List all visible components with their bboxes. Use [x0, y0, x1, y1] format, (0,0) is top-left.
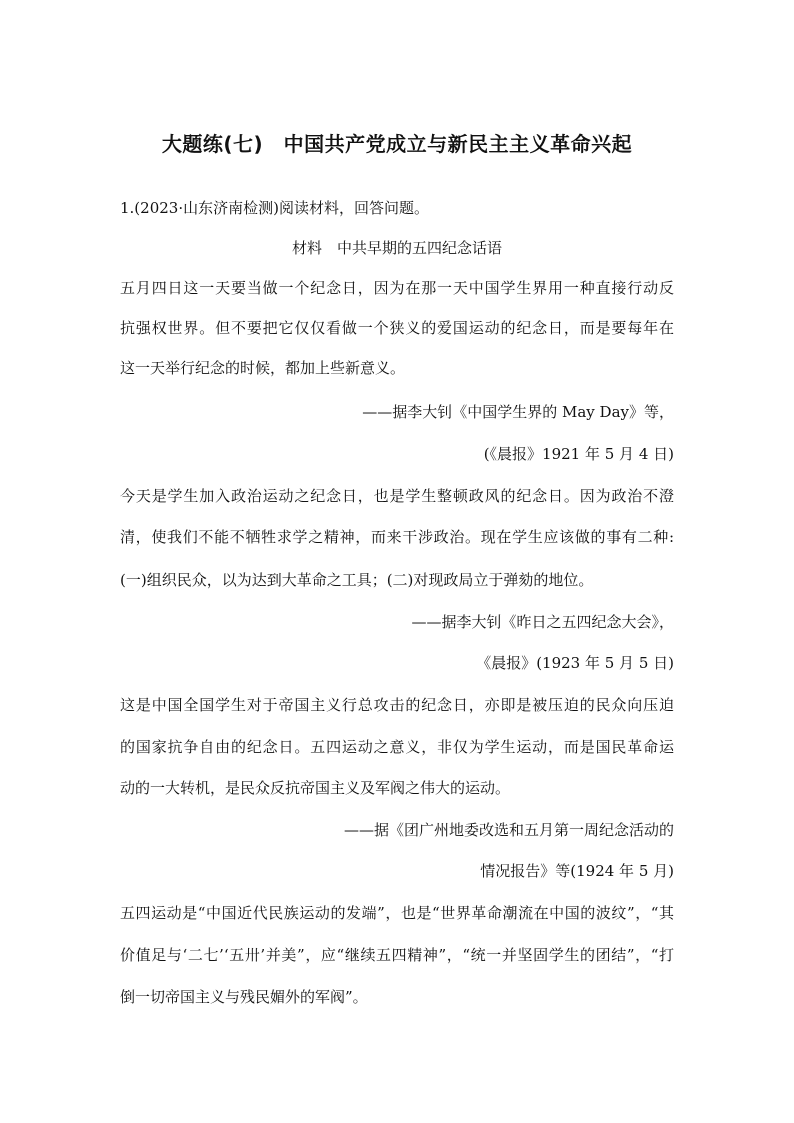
- source-citation-2-line-2: 《晨报》(1923 年 5 月 5 日): [476, 654, 674, 672]
- source-citation-1-line-1: ——据李大钊《中国学生界的 May Day》等，: [362, 403, 674, 421]
- material-p4-line-1: 五四运动是“中国近代民族运动的发端”，也是“世界革命潮流在中国的波纹”，“其: [120, 904, 674, 922]
- material-p4-line-2: 价值足与‘二七’‘五卅’并美”，应“继续五四精神”，“统一并坚固学生的团结”，“打: [120, 946, 674, 964]
- material-p1-line-3: 这一天举行纪念的时候，都加上些新意义。: [120, 359, 406, 377]
- material-p1-line-1: 五月四日这一天要当做一个纪念日，因为在那一天中国学生界用一种直接行动反: [120, 279, 674, 297]
- material-p2-line-1: 今天是学生加入政治运动之纪念日，也是学生整顿政风的纪念日。因为政治不澄: [120, 487, 674, 505]
- source-citation-3-line-2: 情况报告》等(1924 年 5 月): [480, 862, 674, 880]
- material-p3-line-1: 这是中国全国学生对于帝国主义行总攻击的纪念日，亦即是被压迫的民众向压迫: [120, 696, 674, 714]
- page-title: 大题练(七) 中国共产党成立与新民主主义革命兴起: [161, 132, 633, 156]
- material-p1-line-2: 抗强权世界。但不要把它仅仅看做一个狭义的爱国运动的纪念日，而是要每年在: [120, 319, 674, 337]
- material-p2-line-2: 清，使我们不能不牺牲求学之精神，而来干涉政治。现在学生应该做的事有二种:: [120, 528, 674, 546]
- material-p2-line-3: (一)组织民众，以为达到大革命之工具；(二)对现政局立于弹劾的地位。: [120, 571, 594, 589]
- source-citation-2-line-1: ——据李大钊《昨日之五四纪念大会》，: [411, 613, 674, 631]
- material-p3-line-2: 的国家抗争自由的纪念日。五四运动之意义，非仅为学生运动，而是国民革命运: [120, 738, 674, 756]
- question-stem: 1.(2023·山东济南检测)阅读材料，回答问题。: [120, 199, 429, 217]
- source-citation-3-line-1: ——据《团广州地委改选和五月第一周纪念活动的: [343, 821, 674, 839]
- material-p4-line-3: 倒一切帝国主义与残民媚外的军阀”。: [120, 988, 368, 1006]
- material-heading: 材料 中共早期的五四纪念话语: [291, 239, 502, 257]
- material-p3-line-3: 动的一大转机，是民众反抗帝国主义及军阀之伟大的运动。: [120, 779, 511, 797]
- source-citation-1-line-2: (《晨报》1921 年 5 月 4 日): [483, 445, 674, 463]
